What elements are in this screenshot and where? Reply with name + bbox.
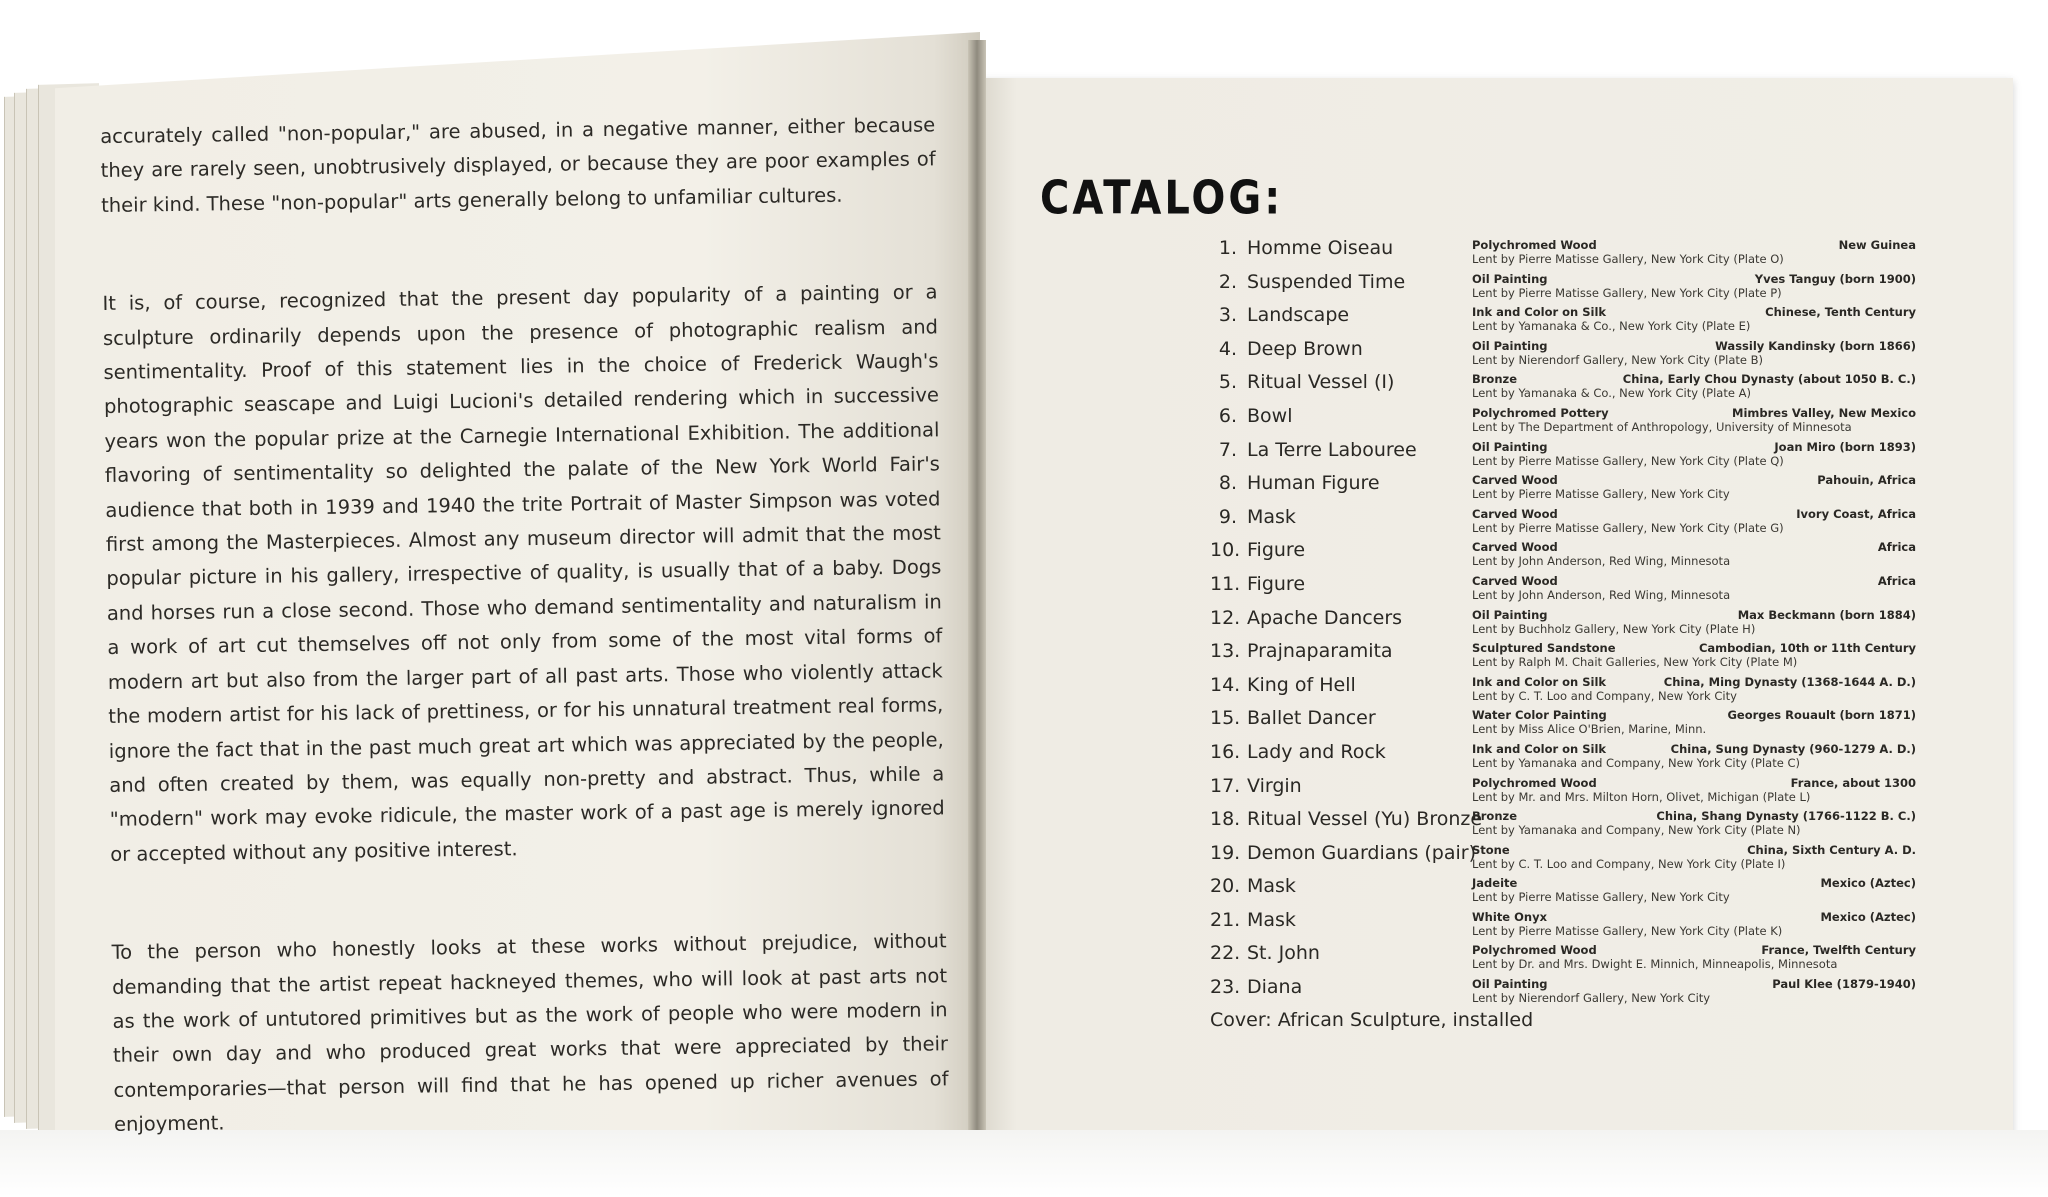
catalog-item (1210, 671, 1916, 705)
catalog-title-text: St. John (1247, 942, 1320, 965)
catalog-number: 16. (1210, 740, 1241, 763)
catalog-medium: Oil Painting (1472, 338, 1548, 353)
catalog-title-text: Ritual Vessel (I) (1247, 371, 1395, 394)
catalog-number: 8. (1218, 472, 1237, 495)
catalog-medium: Ink and Color on Silk (1472, 674, 1607, 689)
catalog-number: 22. (1210, 942, 1241, 965)
background-surface (0, 1130, 2048, 1197)
catalog-lender: Lent by C. T. Loo and Company, New York City (1472, 688, 1737, 703)
catalog-origin: Chinese, Tenth Century (1765, 305, 1916, 320)
catalog-lender: Lent by Nierendorf Gallery, New York City (Plate B) (1472, 352, 1764, 367)
catalog-origin: New Guinea (1838, 238, 1916, 252)
catalog-origin: Mexico (Aztec) (1820, 909, 1916, 924)
catalog-number: 19. (1210, 841, 1241, 864)
catalog-origin: Max Beckmann (born 1884) (1737, 607, 1916, 622)
catalog-item (1210, 301, 1916, 335)
catalog-origin: China, Sung Dynasty (960-1279 A. D.) (1670, 741, 1916, 756)
catalog-medium: Carved Wood (1472, 506, 1558, 521)
catalog-number: 4. (1218, 337, 1237, 360)
catalog-origin: Mexico (Aztec) (1820, 876, 1916, 891)
catalog-origin: Africa (1877, 573, 1916, 588)
catalog-number: 5. (1218, 371, 1237, 394)
catalog-title-text: Lady and Rock (1247, 740, 1386, 763)
catalog-medium: Polychromed Wood (1472, 943, 1597, 958)
catalog-medium: Water Color Painting (1472, 708, 1607, 723)
catalog-medium: Sculptured Sandstone (1472, 641, 1616, 656)
catalog-lender: Lent by Nierendorf Gallery, New York City (1472, 991, 1711, 1006)
catalog-medium: Polychromed Pottery (1472, 405, 1609, 420)
catalog-item (1210, 570, 1916, 604)
catalog-origin: Pahouin, Africa (1817, 473, 1916, 488)
catalog-medium: Polychromed Wood (1472, 238, 1597, 252)
catalog-medium: Bronze (1472, 372, 1518, 387)
catalog-origin: Cambodian, 10th or 11th Century (1698, 641, 1916, 656)
catalog-title-text: Homme Oiseau (1247, 237, 1394, 259)
catalog-lender: Lent by The Department of Anthropology, University of Minnesota (1472, 419, 1852, 434)
catalog-title-text: Landscape (1247, 304, 1350, 327)
catalog-lender: Lent by Miss Alice O'Brien, Marine, Minn. (1472, 722, 1707, 737)
catalog-item (1210, 536, 1916, 570)
catalog-item (1210, 503, 1916, 537)
catalog-medium: Ink and Color on Silk (1472, 741, 1607, 756)
catalog-number: 7. (1218, 438, 1237, 461)
catalog-number: 15. (1210, 707, 1241, 730)
catalog-title-text: King of Hell (1247, 673, 1356, 696)
catalog-number: 13. (1210, 640, 1241, 663)
catalog-title: CATALOG: (1040, 172, 1284, 225)
catalog-medium: Polychromed Wood (1472, 775, 1597, 790)
catalog-title-text: La Terre Labouree (1247, 438, 1417, 461)
catalog-title-text: Human Figure (1247, 472, 1380, 495)
catalog-item (1210, 772, 1916, 806)
catalog-number: 1. (1218, 237, 1237, 259)
catalog-number: 3. (1218, 304, 1237, 327)
catalog-title-text: Demon Guardians (pair) (1247, 841, 1477, 864)
catalog-item (1210, 872, 1916, 906)
catalog-title-text: Mask (1247, 908, 1296, 931)
catalog-medium: Oil Painting (1472, 439, 1548, 454)
catalog-title-text: Figure (1247, 572, 1306, 595)
catalog-item (1210, 738, 1916, 772)
catalog-item (1210, 839, 1916, 873)
essay-text (100, 108, 949, 1142)
catalog-item (1210, 402, 1916, 436)
catalog-medium: Oil Painting (1472, 607, 1548, 622)
catalog-number: 18. (1210, 808, 1241, 831)
catalog-medium: Carved Wood (1472, 573, 1558, 588)
catalog-lender: Lent by C. T. Loo and Company, New York City (Plate I) (1472, 856, 1786, 871)
catalog-list (1210, 234, 1916, 1031)
catalog-origin: Georges Rouault (born 1871) (1727, 708, 1916, 723)
essay-paragraph-2: It is, of course, recognized that the present day popularity of a painting or a sculpture ordinarily depends upon the presence of photographic realism and sentimentality. Proof of this statement lies in the choice of Frederick Waugh's photographic seascape and Luigi Lucioni's detailed rendering which in successive years won the popular prize at the Carnegie International Exhibition. The additional flavoring of sentimentality so delighted the palate of the New York World Fair's audience that both in 1939 and 1940 the trite Portrait of Master Simpson was voted first among the Masterpieces. Almost any museum director will admit that the most popular picture in his gallery, irrespective of quality, is usually that of a baby. Dogs and horses run a close second. Those who demand sentimentality and naturalism in a work of art cut themselves off not only from some of the most vital forms of modern art but also from the larger part of all past arts. Those who violently attack the modern artist for his lack of prettiness, or for his unnatural treatment real forms, ignore the fact that in the past much great art which was appreciated by the people, and often created by them, was equally non-pretty and abstract. Thus, while a "modern" work may evoke ridicule, the master work of a past age is merely ignored or accepted without any positive interest. (102, 280, 945, 866)
catalog-origin: France, about 1300 (1790, 775, 1916, 790)
catalog-number: 12. (1210, 606, 1241, 629)
catalog-lender: Lent by Pierre Matisse Gallery, New York City (1472, 890, 1730, 905)
catalog-title-text: Ritual Vessel (Yu) Bronze (1247, 808, 1483, 831)
catalog-lender: Lent by Yamanaka & Co., New York City (Plate E) (1472, 319, 1751, 334)
catalog-item (1210, 637, 1916, 671)
catalog-lender: Lent by Dr. and Mrs. Dwight E. Minnich, Minneapolis, Minnesota (1472, 957, 1838, 972)
essay-paragraph-1: accurately called "non-popular," are abused, in a negative manner, either because they are rarely seen, unobtrusively displayed, or because they are poor examples of their kind. These "non-popular" arts generally belong to unfamiliar cultures. (100, 113, 936, 217)
catalog-cover-note: Cover: African Sculpture, installed (1210, 1008, 1534, 1031)
catalog-title-text: Suspended Time (1247, 270, 1406, 293)
catalog-medium: Carved Wood (1472, 473, 1558, 488)
catalog-lender: Lent by Pierre Matisse Gallery, New York City (Plate G) (1472, 520, 1784, 535)
catalog-title-text: Mask (1247, 505, 1296, 528)
catalog-origin: Yves Tanguy (born 1900) (1754, 271, 1916, 286)
catalog-item (1210, 268, 1916, 302)
catalog-number: 20. (1210, 875, 1241, 898)
catalog-lender: Lent by Yamanaka and Company, New York City (Plate C) (1472, 755, 1800, 770)
catalog-origin: China, Early Chou Dynasty (about 1050 B. C.) (1622, 372, 1916, 387)
catalog-item (1210, 335, 1916, 369)
catalog-number: 9. (1218, 505, 1237, 528)
catalog-lender: Lent by Buchholz Gallery, New York City (Plate H) (1472, 621, 1756, 636)
catalog-item (1210, 939, 1916, 973)
catalog-medium: Oil Painting (1472, 977, 1548, 992)
catalog-lender: Lent by John Anderson, Red Wing, Minnesota (1472, 587, 1731, 602)
catalog-medium: Carved Wood (1472, 540, 1558, 555)
catalog-medium: Stone (1472, 842, 1510, 857)
catalog-origin: Ivory Coast, Africa (1796, 506, 1916, 521)
catalog-lender: Lent by Pierre Matisse Gallery, New York City (1472, 487, 1730, 502)
catalog-title-text: Diana (1247, 976, 1303, 999)
catalog-item (1210, 805, 1916, 839)
catalog-lender: Lent by Pierre Matisse Gallery, New York City (Plate Q) (1472, 453, 1784, 468)
catalog-lender: Lent by Yamanaka & Co., New York City (Plate A) (1472, 386, 1751, 401)
catalog-origin: France, Twelfth Century (1761, 943, 1916, 958)
catalog-lender: Lent by Pierre Matisse Gallery, New York City (Plate P) (1472, 285, 1782, 300)
catalog-origin: China, Sixth Century A. D. (1747, 842, 1916, 857)
catalog-medium: Ink and Color on Silk (1472, 305, 1607, 320)
catalog-origin: Wassily Kandinsky (born 1866) (1715, 338, 1916, 353)
catalog-title-text: Mask (1247, 875, 1296, 898)
catalog-item (1210, 234, 1916, 268)
catalog-lender: Lent by Yamanaka and Company, New York City (Plate N) (1472, 823, 1801, 838)
catalog-title-text: Prajnaparamita (1247, 640, 1393, 663)
catalog-number: 10. (1210, 539, 1241, 562)
catalog-title-text: Bowl (1247, 404, 1293, 427)
catalog-title-text: Deep Brown (1247, 337, 1363, 360)
catalog-item (1210, 436, 1916, 470)
catalog-origin: China, Shang Dynasty (1766-1122 B. C.) (1656, 809, 1916, 824)
catalog-origin: Paul Klee (1879-1940) (1772, 977, 1916, 992)
catalog-lender: Lent by Pierre Matisse Gallery, New York City (Plate K) (1472, 923, 1783, 938)
catalog-number: 17. (1210, 774, 1241, 797)
catalog-medium: White Onyx (1472, 909, 1547, 924)
catalog-title-text: Figure (1247, 539, 1306, 562)
catalog-title-text: Ballet Dancer (1247, 707, 1376, 730)
catalog-origin: China, Ming Dynasty (1368-1644 A. D.) (1663, 674, 1916, 689)
catalog-lender: Lent by Pierre Matisse Gallery, New York City (Plate O) (1472, 252, 1784, 266)
catalog-item (1210, 973, 1916, 1007)
catalog-item (1210, 704, 1916, 738)
catalog-medium: Jadeite (1472, 876, 1518, 891)
catalog-number: 14. (1210, 673, 1241, 696)
catalog-title-text: Apache Dancers (1247, 606, 1403, 629)
essay-paragraph-3: To the person who honestly looks at these works without prejudice, without demanding that the artist repeat hackneyed themes, who will look at past arts not as the work of untutored primitives but as the work of people who were modern in their own day and who produced great works that were appreciated by their contemporaries—that person will find that he has opened up richer avenues of enjoyment. (111, 929, 949, 1137)
catalog-lender: Lent by Ralph M. Chait Galleries, New York City (Plate M) (1472, 655, 1798, 670)
catalog-lender: Lent by Mr. and Mrs. Milton Horn, Olivet, Michigan (Plate L) (1472, 789, 1811, 804)
catalog-origin: Joan Miro (born 1893) (1774, 439, 1916, 454)
catalog-origin: Africa (1877, 540, 1916, 555)
catalog-number: 23. (1210, 976, 1241, 999)
catalog-item (1210, 604, 1916, 638)
catalog-item (1210, 469, 1916, 503)
catalog-lender: Lent by John Anderson, Red Wing, Minnesota (1472, 554, 1731, 569)
book-gutter (968, 40, 986, 1140)
catalog-medium: Oil Painting (1472, 271, 1548, 286)
catalog-title-text: Virgin (1247, 774, 1302, 797)
catalog-number: 11. (1210, 572, 1241, 595)
catalog-origin: Mimbres Valley, New Mexico (1732, 405, 1916, 420)
catalog-item (1210, 906, 1916, 940)
catalog-number: 6. (1218, 404, 1237, 427)
catalog-item (1210, 368, 1916, 402)
catalog-number: 21. (1210, 908, 1241, 931)
catalog-medium: Bronze (1472, 809, 1518, 824)
catalog-number: 2. (1218, 270, 1237, 293)
